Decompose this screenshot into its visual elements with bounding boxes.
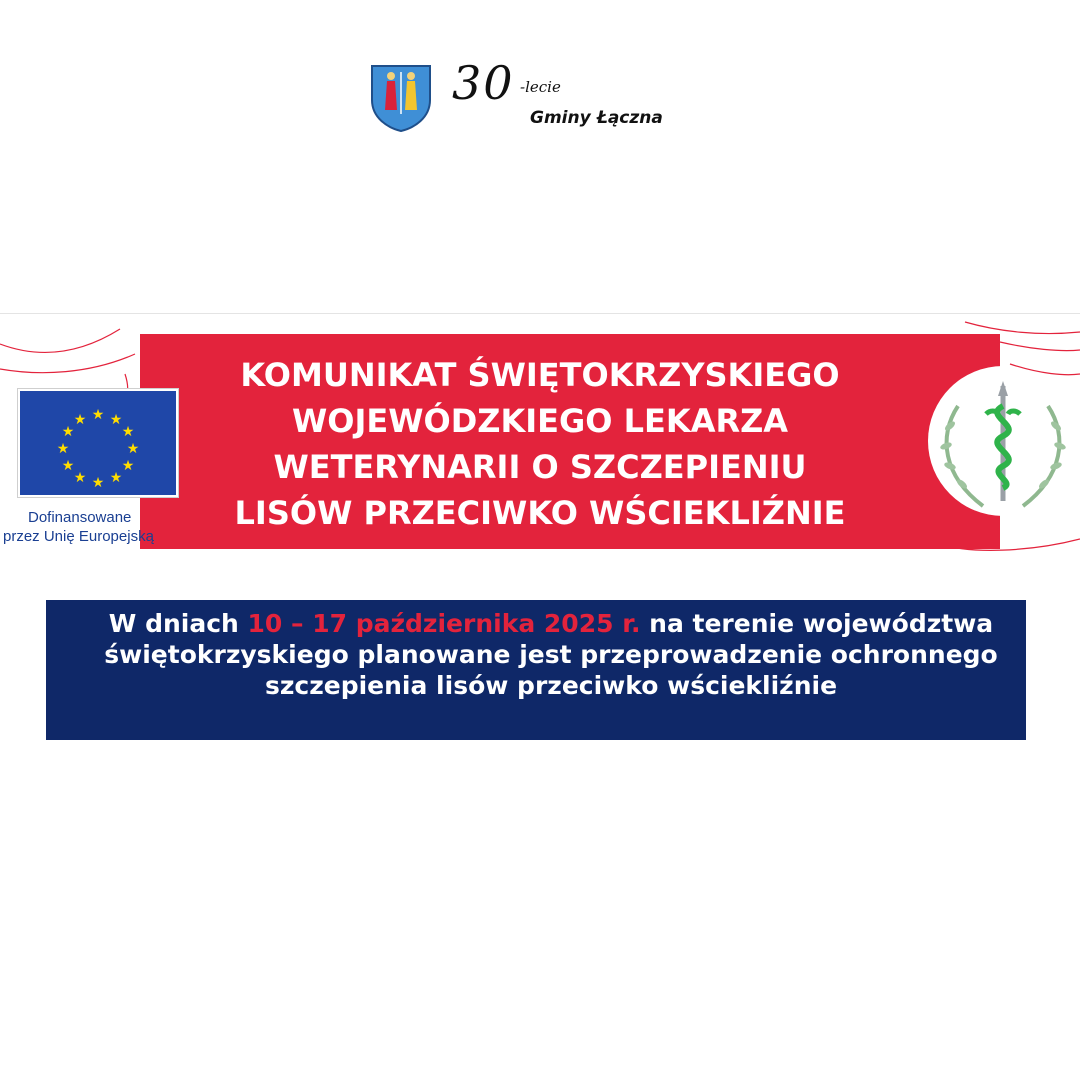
svg-text:★: ★ (91, 475, 105, 491)
svg-text:★: ★ (109, 412, 123, 428)
svg-text:★: ★ (56, 441, 70, 457)
veterinary-emblem-icon (928, 366, 1078, 516)
notice-dates: 10 – 17 października 2025 r. (247, 609, 641, 638)
notice-box (46, 600, 1026, 740)
svg-text:★: ★ (109, 470, 123, 486)
announcement-title: KOMUNIKAT ŚWIĘTOKRZYSKIEGO WOJEWÓDZKIEGO LEKARZA WETERYNARII O SZCZEPIENIU LISÓW PRZECIWKO WŚCIEKLIŹNIE (234, 356, 846, 532)
svg-text:★: ★ (91, 407, 105, 423)
svg-text:★: ★ (73, 412, 87, 428)
municipality-name: Gminy Łączna (530, 108, 663, 128)
coat-of-arms-icon (370, 64, 432, 132)
svg-text:★: ★ (73, 470, 87, 486)
veterinary-emblem (928, 366, 1078, 516)
svg-text:★: ★ (121, 424, 135, 440)
svg-text:★: ★ (126, 441, 140, 457)
announcement-banner (0, 313, 1080, 569)
eu-funding-caption (0, 508, 210, 546)
svg-text:★: ★ (61, 424, 75, 440)
eu-flag (17, 388, 179, 498)
anniversary-logo (370, 56, 700, 140)
notice-body: na terenie województwa świętokrzyskiego planowane jest przeprowadzenie ochronnego szczepienia lisów przeciwko wściekliźnie (104, 609, 998, 700)
eu-caption-line2: przez Unię Europejską (3, 528, 154, 545)
eu-caption-line1: Dofinansowane (28, 509, 132, 526)
svg-text:★: ★ (121, 458, 135, 474)
notice-text (86, 608, 1016, 701)
anniversary-number: 30 (452, 56, 515, 110)
title-box (140, 334, 1000, 549)
anniversary-suffix: -lecie (520, 78, 561, 96)
svg-text:★: ★ (61, 458, 75, 474)
eu-flag-icon (20, 391, 176, 495)
notice-intro: W dniach (108, 609, 248, 638)
